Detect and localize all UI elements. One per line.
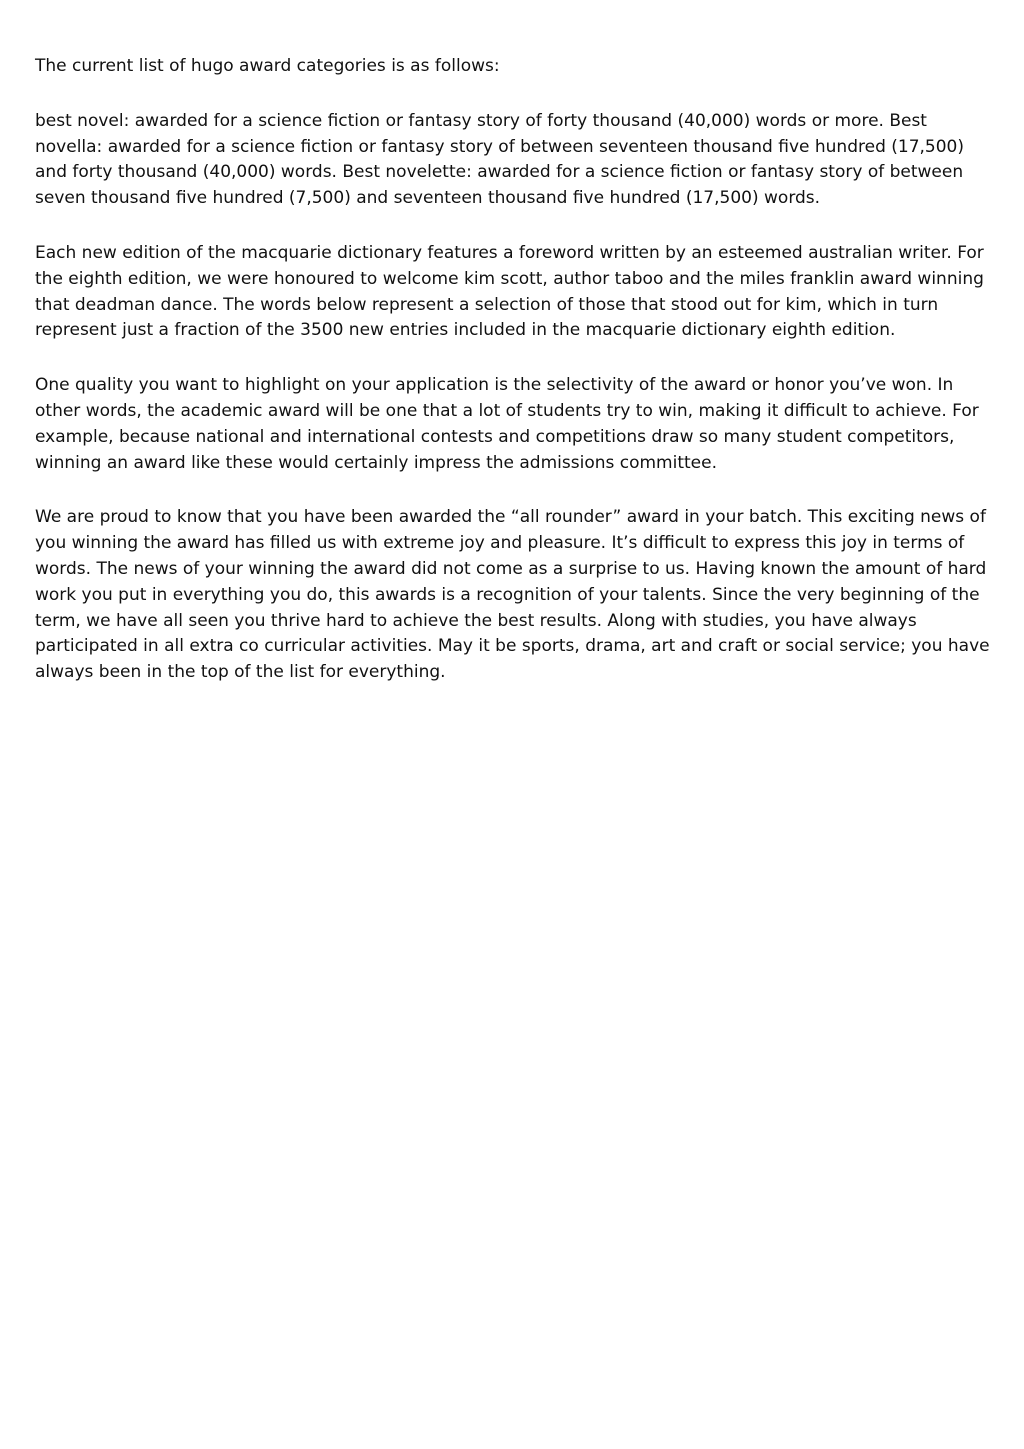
all-rounder-award-paragraph: We are proud to know that you have been awarded the “all rounder” award in your batch. This exciting news of you winning the award has filled us with extreme joy and pleasure. It’s difficult to express this joy in terms of words. The news of your winning the award did not come as a surprise to us. Having known the amount of hard work you put in everything you do, this awards is a recognition of your talents. Since the very beginning of the term, we have all seen you thrive hard to achieve the best results. Along with studies, you have always participated in all extra co curricular activities. May it be sports, drama, art and craft or social service; you have always been in the top of the list for everything. (35, 507, 990, 683)
macquarie-dictionary-paragraph: Each new edition of the macquarie dictionary features a foreword written by an esteemed australian writer. For the eighth edition, we were honoured to welcome kim scott, author taboo and the miles franklin award winning that deadman dance. The words below represent a selection of those that stood out for kim, which in turn represent just a fraction of the 3500 new entries included in the macquarie dictionary eighth edition. (35, 242, 984, 341)
award-selectivity-paragraph: One quality you want to highlight on your application is the selectivity of the award or honor you’ve won. In other words, the academic award will be one that a lot of students try to win, making it difficult to achieve. For example, because national and international contests and competitions draw so many student competitors, winning an award like these would certainly impress the admissions committee. (35, 375, 979, 473)
intro-paragraph: The current list of hugo award categories is as follows: (35, 56, 500, 76)
hugo-categories-paragraph: best novel: awarded for a science fiction or fantasy story of forty thousand (40,000) words or more. Best novella: awarded for a science fiction or fantasy story of between seventeen thousand five hundred (17,500) and forty thousand (40,000) words. Best novelette: awarded for a science fiction or fantasy story of between seven thousand five hundred (7,500) and seventeen thousand five hundred (17,500) words. (35, 110, 965, 209)
document-body (35, 54, 993, 715)
